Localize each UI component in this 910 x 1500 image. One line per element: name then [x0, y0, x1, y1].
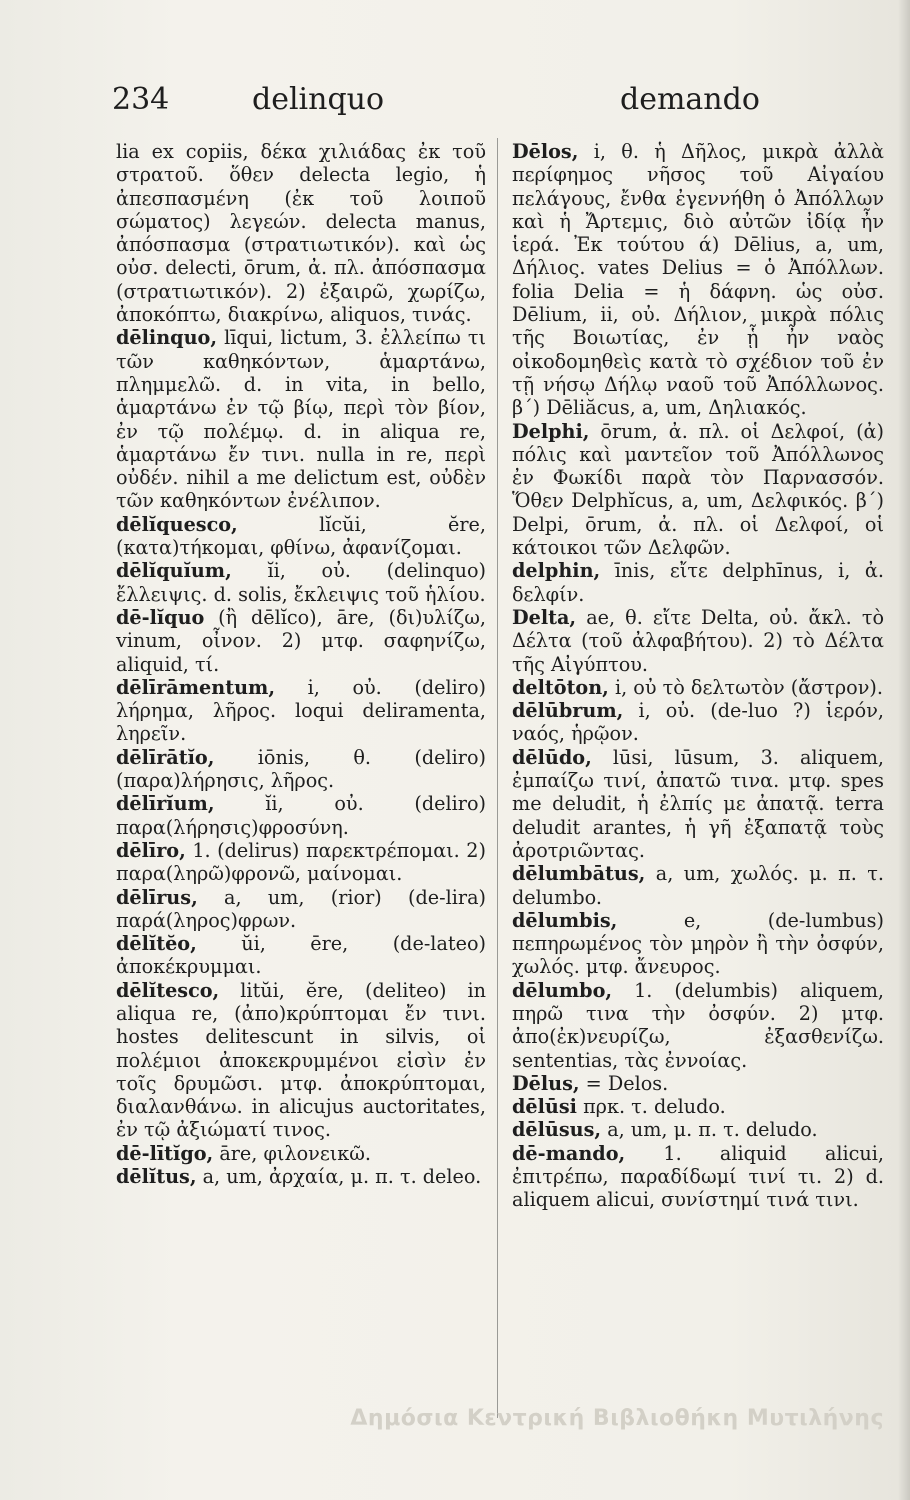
entry-definition: i, οὐ. (deliro) λήρημα, λῆρος. loqui deliramenta, ληρεῖν.	[116, 675, 486, 746]
dictionary-entry	[512, 1118, 884, 1141]
dictionary-entry	[512, 606, 884, 676]
entry-definition: a, um, χωλός. μ. π. τ. delumbo.	[512, 862, 884, 909]
entry-definition: ōrum, ἀ. πλ. οἱ Δελφοί, (ἀ) πόλις καὶ μαντεῖον τοῦ Ἀπόλλωνος ἐν Φωκίδι παρὰ τὸν Παρνασσόν. Ὅθεν Delphĭcus, a, um, Δελφικός. β΄) Delpi, ōrum, ἀ. πλ. οἱ Δελφοί, οἱ κάτοικοι τῶν Δελφῶν.	[512, 419, 884, 560]
dictionary-entry	[116, 326, 486, 512]
dictionary-entry	[116, 886, 486, 933]
dictionary-entry	[512, 1072, 884, 1095]
headword: dēlinquo,	[116, 326, 217, 350]
entry-definition: e, (de-lumbus) πεπηρωμένος τὸν μηρὸν ἢ τὴν ὀσφύν, χωλός. μτφ. ἄνευρος.	[512, 908, 884, 979]
headword: dēlĭtĕo,	[116, 932, 197, 956]
headword: dē-mando,	[512, 1141, 626, 1165]
dictionary-entry	[512, 676, 884, 699]
headword: dēlīro,	[116, 838, 186, 862]
entry-definition: a, um, ἀρχαία, μ. π. τ. deleo.	[196, 1165, 482, 1189]
guide-word-right: demando	[620, 82, 760, 117]
dictionary-entry	[512, 1142, 884, 1212]
entry-definition: i, θ. ἡ Δῆλος, μικρὰ ἀλλὰ περίφημος νῆσος τοῦ Αἰγαίου πελάγους, ἔνθα ἐγεννήθη ὁ Ἀπόλλων καὶ ἡ Ἄρτεμις, διὸ αὐτῶν ἰδίᾳ ἦν ἱερά. Ἐκ τούτου ά) Dēlius, a, um, Δήλιος. vates Delius = ὁ Ἀπόλλων. folia Delia = ἡ δάφνη. ὡς οὐσ. Dēlium, ii, οὐ. Δήλιον, μικρὰ πόλις τῆς Βοιωτίας, ἐν ᾗ ἦν ναὸς οἰκοδομηθεὶς κατὰ τὸ σχέδιον τοῦ ἐν τῇ νήσῳ Δήλῳ ναοῦ τοῦ Ἀπόλλωνος. β΄) Dēliăcus, a, um, Δηλιακός.	[512, 140, 884, 420]
headword: dēlumbis,	[512, 908, 618, 932]
entry-definition: iōnis, θ. (deliro) (παρα)λήρησις, λῆρος.	[116, 745, 486, 793]
headword: Delta,	[512, 605, 577, 629]
guide-word-left: delinquo	[252, 82, 385, 117]
headword: dēlūsi	[512, 1095, 577, 1119]
dictionary-entry	[512, 746, 884, 862]
headword: dēlīrĭum,	[116, 792, 215, 816]
dictionary-entry	[116, 140, 486, 326]
dictionary-entry	[116, 676, 486, 746]
entry-definition: 1. (delirus) παρεκτρέπομαι. 2) παρα(ληρῶ)φρονῶ, μαίνομαι.	[116, 838, 486, 886]
entry-definition: litŭi, ĕre, (deliteo) in aliqua re, (ἀπο)κρύπτομαι ἔν τινι. hostes delitescunt in silvis, οἱ πολέμιοι ἀποκεκρυμμένοι εἰσὶν ἐν τοῖς δρυμῶσι. μτφ. ἀποκρύπτομαι, διαλανθάνω. in alicujus auctoritates, ἐν τῷ ἀξιώματί τινος.	[116, 978, 486, 1142]
headword: dēlīrātĭo,	[116, 745, 215, 769]
headword: dēlĭquĭum,	[116, 559, 232, 583]
headword: Delphi,	[512, 419, 590, 443]
dictionary-entry	[512, 979, 884, 1072]
dictionary-entry	[512, 420, 884, 560]
left-column	[116, 140, 486, 1188]
headword: dēlīrāmentum,	[116, 675, 275, 699]
running-header	[0, 82, 910, 122]
headword: dē-lĭquo	[116, 605, 205, 629]
entry-definition: πρκ. τ. deludo.	[576, 1095, 726, 1119]
page-edge-shadow	[898, 0, 910, 1500]
entry-definition: ŭi, ēre, (de-lateo) ἀποκέκρυμμαι.	[116, 932, 486, 979]
headword: dēlĭquesco,	[116, 512, 238, 536]
page-number: 234	[112, 82, 170, 117]
dictionary-entry	[512, 559, 884, 606]
dictionary-entry	[116, 606, 486, 676]
dictionary-entry	[512, 862, 884, 909]
dictionary-entry	[116, 839, 486, 886]
headword: dēlĭtus,	[116, 1165, 197, 1189]
entry-definition: līqui, lictum, 3. ἐλλείπω τι τῶν καθηκόντων, ἁμαρτάνω, πλημμελῶ. d. in vita, in bello, ἁμαρτάνω ἐν τῷ βίῳ, περὶ τὸν βίον, ἐν τῷ πολέμῳ. d. in aliqua re, ἁμαρτάνω ἔν τινι. nulla in re, περὶ οὐδέν. nihil a me delictum est, οὐδὲν τῶν καθηκόντων ἐνέλιπον.	[116, 326, 486, 513]
headword: dēlūdo,	[512, 745, 592, 769]
entry-definition: a, um, μ. π. τ. deludo.	[601, 1118, 818, 1142]
headword: delphin,	[512, 559, 601, 583]
headword: dēlūsus,	[512, 1118, 602, 1142]
entry-definition: (ἢ dēlĭco), āre, (δι)υλίζω, vinum, οἶνον. 2) μτφ. σαφηνίζω, aliquid, τί.	[116, 605, 486, 676]
headword: dēlūbrum,	[512, 699, 624, 723]
entry-definition: lūsi, lūsum, 3. aliquem, ἐμπαίζω τινί, ἀπατῶ τινα. μτφ. spes me deludit, ἡ ἐλπίς με ἀπατᾷ. terra deludit arantes, ἡ γῆ ἐξαπατᾷ τοὺς ἀροτριῶντας.	[512, 745, 884, 862]
entry-definition: = Delos.	[579, 1071, 669, 1095]
headword: dēlīrus,	[116, 885, 198, 909]
library-watermark: Δημόσια Κεντρική Βιβλιοθήκη Μυτιλήνης	[350, 1406, 884, 1431]
dictionary-entry	[116, 746, 486, 793]
dictionary-entry	[116, 513, 486, 560]
headword: Dēlus,	[512, 1071, 580, 1095]
dictionary-entry	[116, 1165, 486, 1188]
dictionary-entry	[116, 792, 486, 839]
entry-definition: ĭi, οὐ. (deliro) παρα(λήρησις)φροσύνη.	[116, 792, 486, 839]
headword: dēlumbo,	[512, 978, 613, 1002]
entry-definition: āre, φιλονεικῶ.	[213, 1141, 372, 1165]
dictionary-entry	[512, 1095, 884, 1118]
entry-definition: 1. aliquid alicui, ἐπιτρέπω, παραδίδωμί τινί τι. 2) d. aliquem alicui, συνίστημί τινά τινι.	[512, 1141, 884, 1212]
dictionary-entry	[512, 140, 884, 420]
right-column	[512, 140, 884, 1212]
entry-definition: i, οὐ τὸ δελτωτὸν (ἄστρον).	[608, 675, 883, 699]
dictionary-entry	[116, 932, 486, 979]
dictionary-entry	[116, 1142, 486, 1165]
headword: dē-lītĭgo,	[116, 1141, 214, 1165]
column-divider	[497, 138, 498, 1418]
headword: dēlĭtesco,	[116, 978, 220, 1002]
headword: deltōton,	[512, 675, 609, 699]
dictionary-entry	[116, 979, 486, 1142]
headword: dēlumbātus,	[512, 862, 646, 886]
dictionary-entry	[512, 699, 884, 746]
dictionary-entry	[116, 559, 486, 606]
entry-definition: lĭcŭi, ĕre, (κατα)τήκομαι, φθίνω, ἀφανίζομαι.	[116, 512, 486, 560]
entry-definition: ae, θ. εἴτε Delta, οὐ. ἄκλ. τὸ Δέλτα (τοῦ ἀλφαβήτου). 2) τὸ Δέλτα τῆς Αἰγύπτου.	[512, 605, 884, 676]
headword: Dēlos,	[512, 140, 579, 163]
entry-definition: ĭi, οὐ. (delinquo) ἔλλειψις. d. solis, ἔκλειψις τοῦ ἡλίου.	[116, 559, 486, 606]
dictionary-entry	[512, 909, 884, 979]
entry-definition: īnis, εἴτε delphīnus, i, ἀ. δελφίν.	[512, 559, 884, 606]
entry-definition: lia ex copiis, δέκα χιλιάδας ἐκ τοῦ στρατοῦ. ὅθεν delecta legio, ἡ ἀπεσπασμένη (ἐκ τοῦ λοιποῦ σώματος) λεγεών. delecta manus, ἀπόσπασμα (στρατιωτικόν). καὶ ὡς οὐσ. delecti, ōrum, ἀ. πλ. ἀπόσπασμα (στρατιωτικόν). 2) ἐξαιρῶ, χωρίζω, ἀποκόπτω, διακρίνω, aliquos, τινάς.	[116, 140, 486, 327]
entry-definition: i, οὐ. (de-luo ?) ἱερόν, ναός, ἡρῷον.	[512, 699, 884, 746]
entry-definition: a, um, (rior) (de-lira) παρά(ληρος)φρων.	[116, 885, 486, 932]
entry-definition: 1. (delumbis) aliquem, πηρῶ τινα τὴν ὀσφύν. 2) μτφ. ἀπο(ἐκ)νευρίζω, ἐξασθενίζω. sententias, τὰς ἐννοίας.	[512, 978, 884, 1072]
